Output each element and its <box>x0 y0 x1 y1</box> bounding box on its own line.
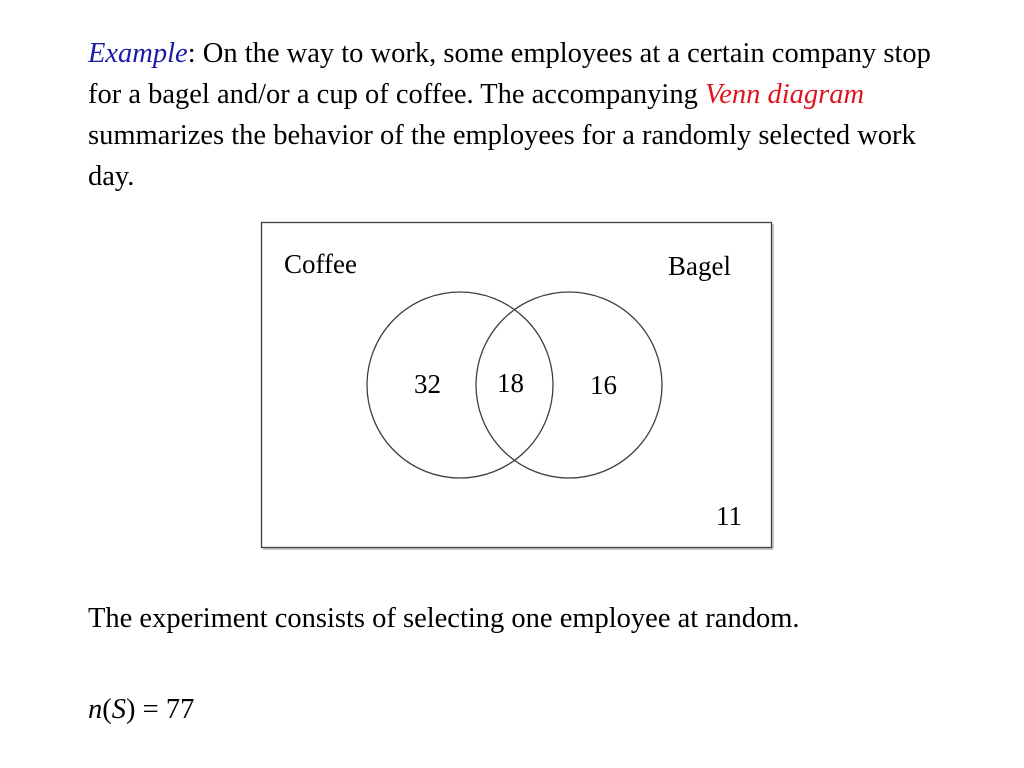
neither-count: 11 <box>716 501 742 531</box>
both-count: 18 <box>497 368 524 398</box>
intro-text-part-2: summarizes the behavior of the employees for a randomly selected work day. <box>88 120 916 192</box>
sample-size-equation <box>88 689 488 730</box>
intro-paragraph <box>88 33 948 197</box>
coffee-circle <box>367 292 553 478</box>
bagel-only-count: 16 <box>590 370 617 400</box>
close-paren-equals: ) = <box>126 694 166 725</box>
count-function-symbol: n <box>88 694 103 725</box>
example-label: Example <box>88 38 188 69</box>
venn-diagram-term: Venn diagram <box>704 79 865 110</box>
open-paren: ( <box>102 694 112 725</box>
bagel-circle <box>476 292 662 478</box>
coffee-only-count: 32 <box>414 369 441 399</box>
coffee-label: Coffee <box>284 249 357 279</box>
experiment-paragraph: The experiment consists of selecting one employee at random. <box>88 603 800 634</box>
sample-size-value: 77 <box>165 694 195 725</box>
sample-space-symbol: S <box>111 694 126 725</box>
universal-set-frame <box>262 223 772 548</box>
intro-text-part-1: : On the way to work, some employees at a certain company stop for a bagel and/or a cup of coffee. The accompanying <box>88 38 931 110</box>
bagel-label: Bagel <box>668 251 731 281</box>
